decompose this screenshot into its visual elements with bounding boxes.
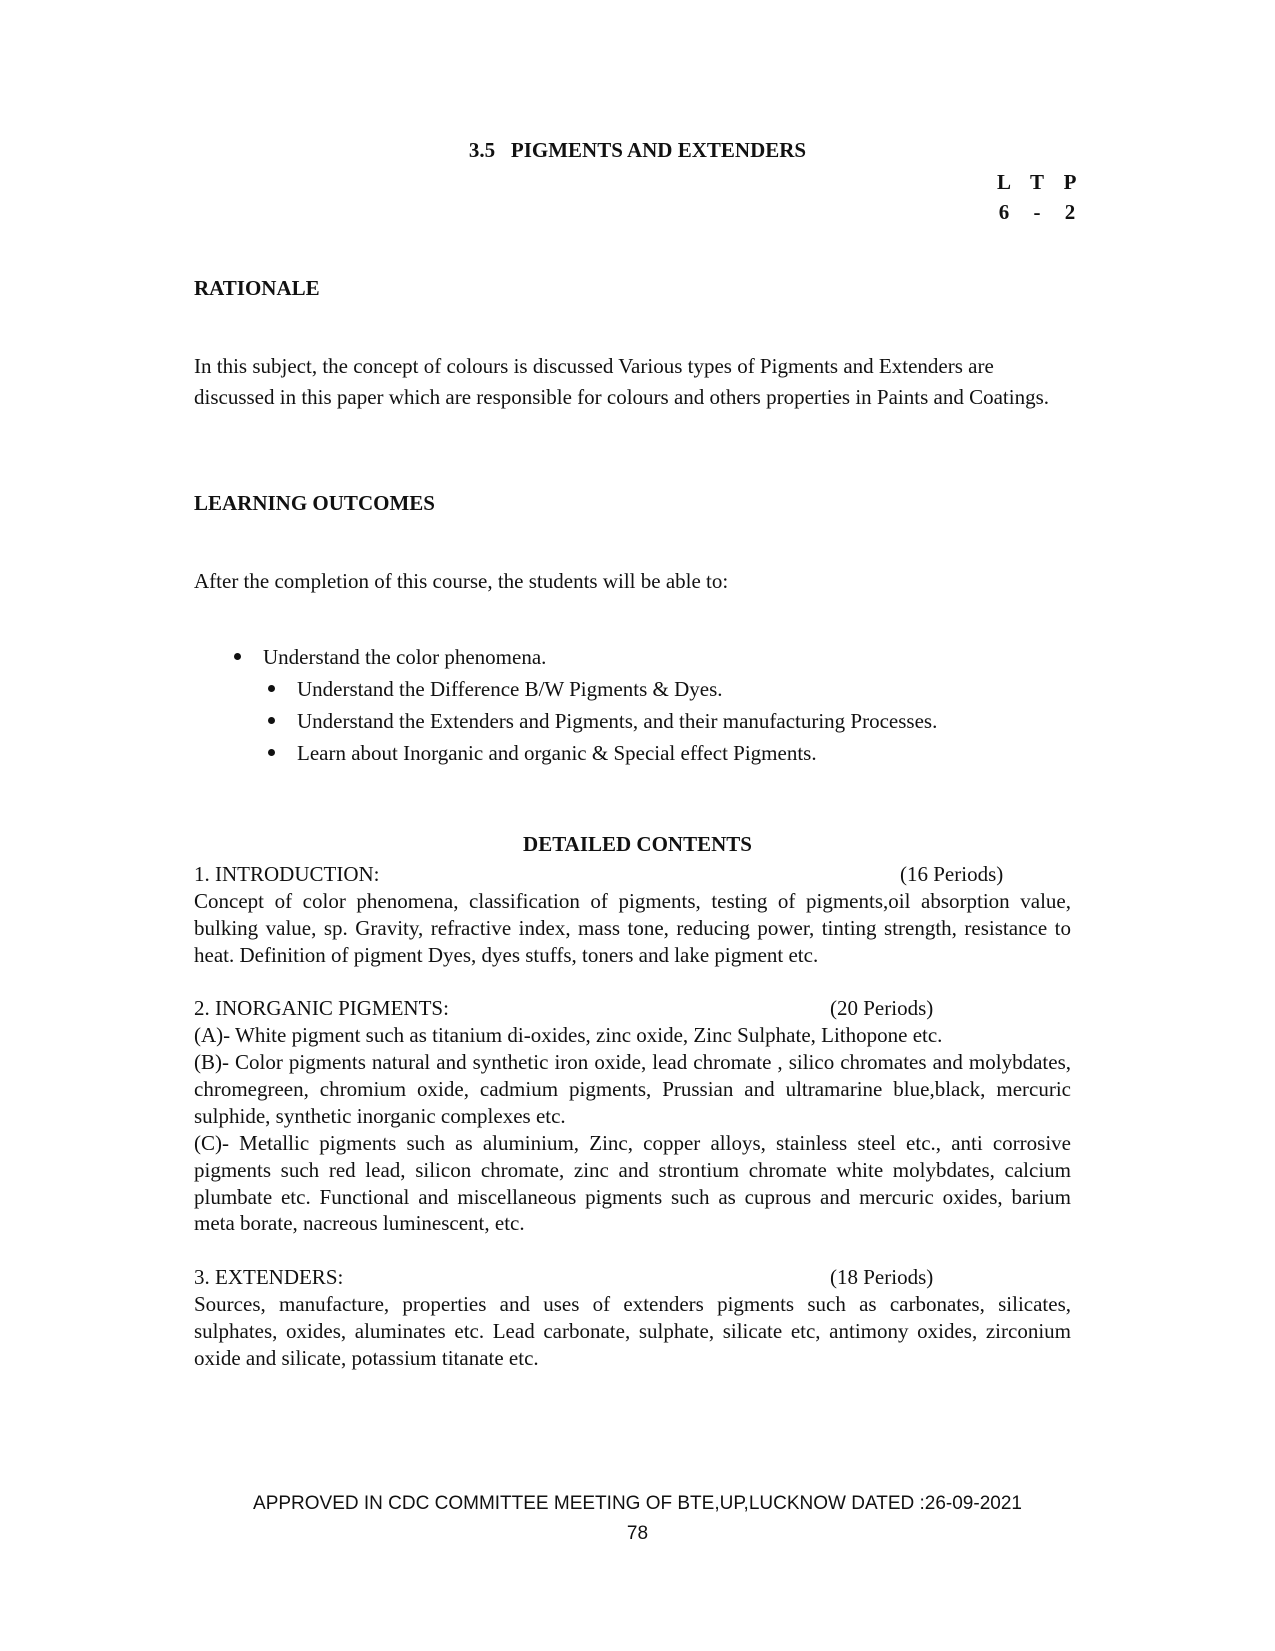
section-title: PIGMENTS AND EXTENDERS [510, 138, 807, 162]
bullet-icon [234, 653, 241, 660]
list-item-text: Understand the Extenders and Pigments, and their manufacturing Processes. [297, 709, 938, 733]
bullet-icon [268, 685, 275, 692]
page-number: 78 [626, 1523, 649, 1544]
ltp-p-value: 2 [1064, 200, 1076, 224]
section-3-title: 3. EXTENDERS: [194, 1265, 344, 1289]
list-item [268, 677, 723, 702]
ltp-l-value: 6 [998, 200, 1010, 224]
section-3-periods: (18 Periods) [830, 1265, 934, 1289]
rationale-heading: RATIONALE [194, 276, 320, 300]
detailed-contents-heading: DETAILED CONTENTS [523, 832, 752, 856]
ltp-t-header: T [1029, 170, 1044, 194]
rationale-text: In this subject, the concept of colours is discussed Various types of Pigments and Extenders are discussed in this paper which are responsible for colours and others properties in Paints and Coatings. [194, 354, 1049, 409]
section-1-periods: (16 Periods) [900, 862, 1004, 886]
ltp-t-value: - [1033, 200, 1041, 224]
section-2-header [194, 996, 1064, 1021]
approval-footer: APPROVED IN CDC COMMITTEE MEETING OF BTE,UP,LUCKNOW DATED :26-09-2021 [253, 1493, 1022, 1514]
list-item-text: Understand the Difference B/W Pigments & Dyes. [297, 677, 723, 701]
section-2-text-b: (B)- Color pigments natural and synthetic iron oxide, lead chromate , silico chromates and molybdates, chromegreen, chromium oxide, cadmium pigments, Prussian and ultramarine blue,black, mercuric sulphide, synthetic inorganic complexes etc. [194, 1050, 1071, 1128]
page-title [0, 138, 1275, 163]
section-3-header [194, 1265, 1064, 1290]
bullet-icon [268, 749, 275, 756]
list-item [268, 709, 937, 734]
ltp-values [992, 200, 1082, 225]
section-2-text-a: (A)- White pigment such as titanium di-oxides, zinc oxide, Zinc Sulphate, Lithopone etc. [194, 1023, 943, 1047]
list-item-text: Understand the color phenomena. [263, 645, 547, 669]
list-item-text: Learn about Inorganic and organic & Special effect Pigments. [297, 741, 817, 765]
section-1-title: 1. INTRODUCTION: [194, 862, 380, 886]
list-item [234, 645, 546, 670]
section-2-periods: (20 Periods) [830, 996, 934, 1020]
section-2-text-c: (C)- Metallic pigments such as aluminium, Zinc, copper alloys, stainless steel etc., anti corrosive pigments such red lead, silicon chromate, zinc and strontium chromate white molybdates, calcium plumbate etc. Functional and miscellaneous pigments such as cuprous and mercuric oxides, barium meta borate, nacreous luminescent, etc. [194, 1131, 1071, 1236]
ltp-headers [992, 170, 1082, 195]
ltp-p-header: P [1063, 170, 1077, 194]
section-2-title: 2. INORGANIC PIGMENTS: [194, 996, 449, 1020]
learning-outcomes-intro: After the completion of this course, the students will be able to: [194, 569, 729, 593]
section-1-header [194, 862, 1064, 887]
section-1-text: Concept of color phenomena, classification of pigments, testing of pigments,oil absorption value, bulking value, sp. Gravity, refractive index, mass tone, reducing power, tinting strength, resistance to heat. Definition of pigment Dyes, dyes stuffs, toners and lake pigment etc. [194, 889, 1071, 967]
learning-outcomes-heading: LEARNING OUTCOMES [194, 491, 435, 515]
ltp-l-header: L [996, 170, 1011, 194]
section-3-text: Sources, manufacture, properties and uses of extenders pigments such as carbonates, silicates, sulphates, oxides, aluminates etc. Lead carbonate, sulphate, silicate etc, antimony oxides, zirconium oxide and silicate, potassium titanate etc. [194, 1292, 1071, 1370]
bullet-icon [268, 717, 275, 724]
section-number: 3.5 [468, 138, 496, 162]
list-item [268, 741, 817, 766]
